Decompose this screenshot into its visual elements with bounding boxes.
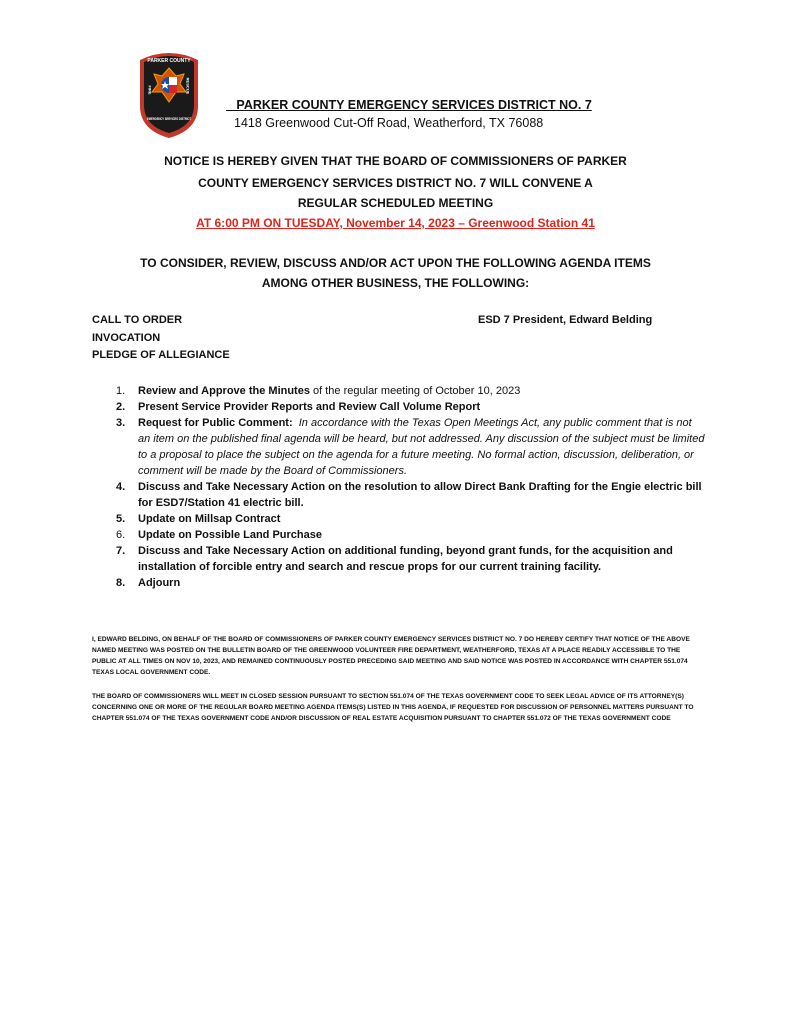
agenda-item [116, 383, 706, 399]
agenda-item [116, 479, 706, 511]
agenda-item-number: 1. [116, 385, 126, 397]
agenda-item [116, 511, 706, 527]
logo-left-text: FIRE [147, 85, 153, 95]
agenda-item-number: 6. [116, 529, 126, 541]
agenda-item-title: Update on Possible Land Purchase [138, 529, 322, 541]
agenda-item-title: Adjourn [138, 577, 181, 589]
posting-certification: I, EDWARD BELDING, ON BEHALF OF THE BOARD OF COMMISSIONERS OF PARKER COUNTY EMERGENCY SERVICES DISTRICT NO. 7 DO HEREBY CERTIFY THAT NOTICE OF THE ABOVE NAMED MEETING WAS POSTED ON THE BULLETIN BOARD OF THE GREENWOOD VOLUNTEER FIRE DEPARTMENT, WEATHERFORD, TEXAS AT A PLACE READILY ACCESSIBLE TO THE PUBLIC AT ALL TIMES ON NOV 10, 2023, AND REMAINED CONTINUOUSLY POSTED PRECEDING SAID MEETING AND SAID NOTICE WAS POSTED IN ACCORDANCE WITH CHAPTER 551.074 TEXAS LOCAL GOVERNMENT CODE. [92, 636, 690, 676]
agenda-item-number: 2. [116, 401, 126, 413]
consider-line-1: TO CONSIDER, REVIEW, DISCUSS AND/OR ACT UPON THE FOLLOWING AGENDA ITEMS [140, 256, 651, 270]
agenda-item-title: Present Service Provider Reports and Review Call Volume Report [138, 401, 481, 413]
logo-right-text: RESCUE [185, 77, 191, 95]
district-title: PARKER COUNTY EMERGENCY SERVICES DISTRICT NO. 7 [226, 98, 592, 112]
agenda-item-number: 4. [116, 481, 126, 493]
public-comment-policy: In accordance with the Texas Open Meetings Act, any public comment that is not an item on the published final agenda will be heard, but not addressed. Any discussion of the subject must be limited to a proposal to place the subject on the agenda for a future meeting. No formal action, discussion, deliberation, or comment will be made by the Board of Commissioners. [138, 417, 705, 477]
district-address: 1418 Greenwood Cut-Off Road, Weatherford, TX 76088 [234, 116, 544, 130]
invocation: INVOCATION [92, 332, 161, 344]
logo-bottom-text: EMERGENCY SERVICES DISTRICT [147, 117, 192, 121]
notice-line-1: NOTICE IS HEREBY GIVEN THAT THE BOARD OF COMMISSIONERS OF PARKER [164, 154, 627, 168]
logo-top-text: PARKER COUNTY [147, 58, 191, 64]
call-to-order: CALL TO ORDER [92, 314, 183, 326]
agenda-item-number: 8. [116, 577, 126, 589]
agenda-item [116, 575, 706, 591]
agenda-item-title: Discuss and Take Necessary Action on additional funding, beyond grant funds, for the acquisition and installation of forcible entry and search and rescue props for our current training facility. [138, 545, 673, 573]
agenda-item-title: Update on Millsap Contract [138, 513, 281, 525]
presiding-officer: ESD 7 President, Edward Belding [478, 314, 653, 326]
agenda-item [116, 527, 706, 543]
agenda-item [116, 399, 706, 415]
closed-session-notice: THE BOARD OF COMMISSIONERS WILL MEET IN CLOSED SESSION PURSUANT TO SECTION 551.074 OF THE TEXAS GOVERNMENT CODE TO SEEK LEGAL ADVICE OF ITS ATTORNEY(S) CONCERNING ONE OR MORE OF THE REGULAR BOARD MEETING AGENDA ITEMS(S) LISTED IN THIS AGENDA, IF REQUESTED FOR DISCUSSION OF PERSONNEL MATTERS PURSUANT TO CHAPTER 551.074 OF THE TEXAS GOVERNMENT CODE AND/OR DISCUSSION OF REAL ESTATE ACQUISITION PURSUANT TO CHAPTER 551.072 OF THE TEXAS GOVERNMENT CODE [92, 693, 694, 722]
agenda-item-title: Discuss and Take Necessary Action on the resolution to allow Direct Bank Drafting for the Engie electric bill for ESD7/Station 41 electric bill. [138, 481, 702, 509]
agenda-item-title: Review and Approve the Minutes [138, 385, 310, 397]
fire-badge-icon [136, 48, 202, 140]
esd-logo [136, 48, 202, 140]
agenda-item-number: 3. [116, 417, 126, 429]
agenda-item [116, 543, 706, 575]
meeting-datetime: AT 6:00 PM ON TUESDAY, November 14, 2023 – Greenwood Station 41 [196, 216, 595, 230]
notice-line-2: COUNTY EMERGENCY SERVICES DISTRICT NO. 7 WILL CONVENE A [198, 176, 593, 190]
consider-line-2: AMONG OTHER BUSINESS, THE FOLLOWING: [261, 276, 530, 290]
agenda-item-number: 7. [116, 545, 126, 557]
pledge-of-allegiance: PLEDGE OF ALLEGIANCE [92, 349, 230, 361]
agenda-item [116, 415, 706, 479]
notice-line-3: REGULAR SCHEDULED MEETING [297, 196, 494, 210]
agenda-item-number: 5. [116, 513, 126, 525]
agenda-list [116, 383, 706, 591]
agenda-item-title: Request for Public Comment: [138, 417, 293, 429]
agenda-item-detail: of the regular meeting of October 10, 2023 [309, 385, 521, 397]
